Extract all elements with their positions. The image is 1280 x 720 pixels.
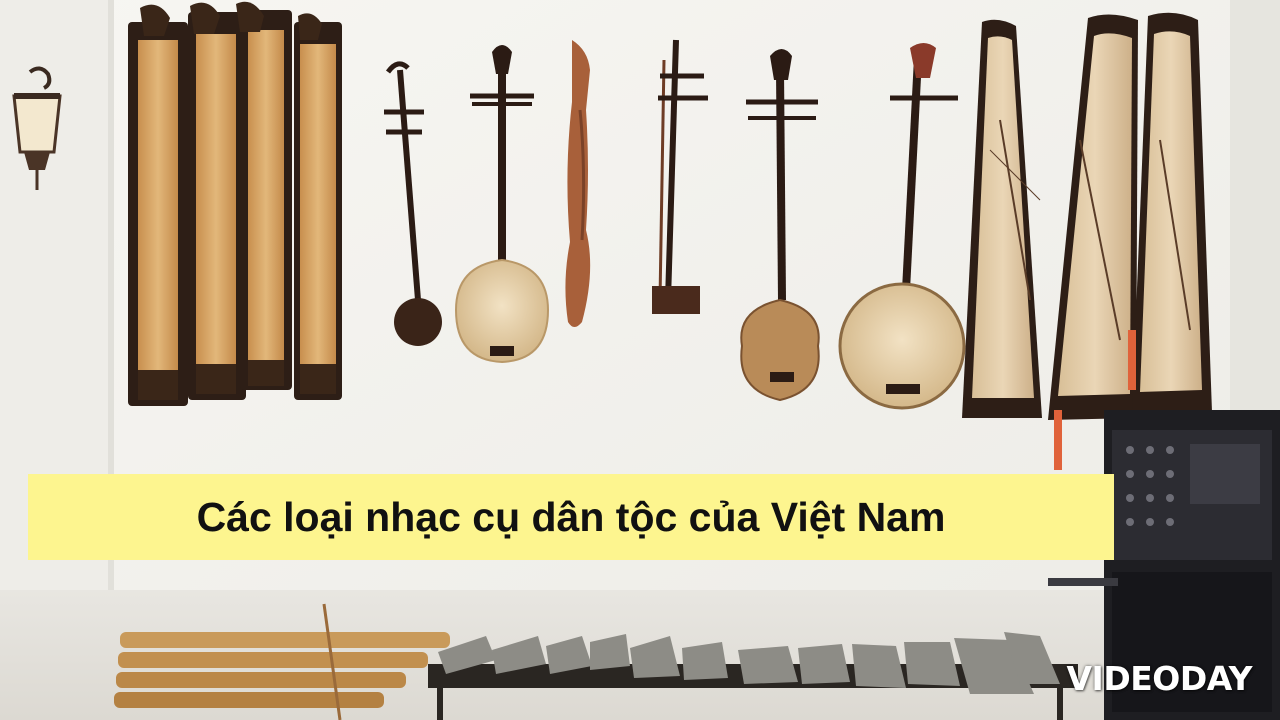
caption-text: Các loại nhạc cụ dân tộc của Việt Nam [196,493,946,540]
caption-banner [28,474,1114,560]
left-zithers [128,2,342,406]
right-zithers [962,13,1212,470]
videoday-watermark: VIDEODAY [1066,659,1252,698]
